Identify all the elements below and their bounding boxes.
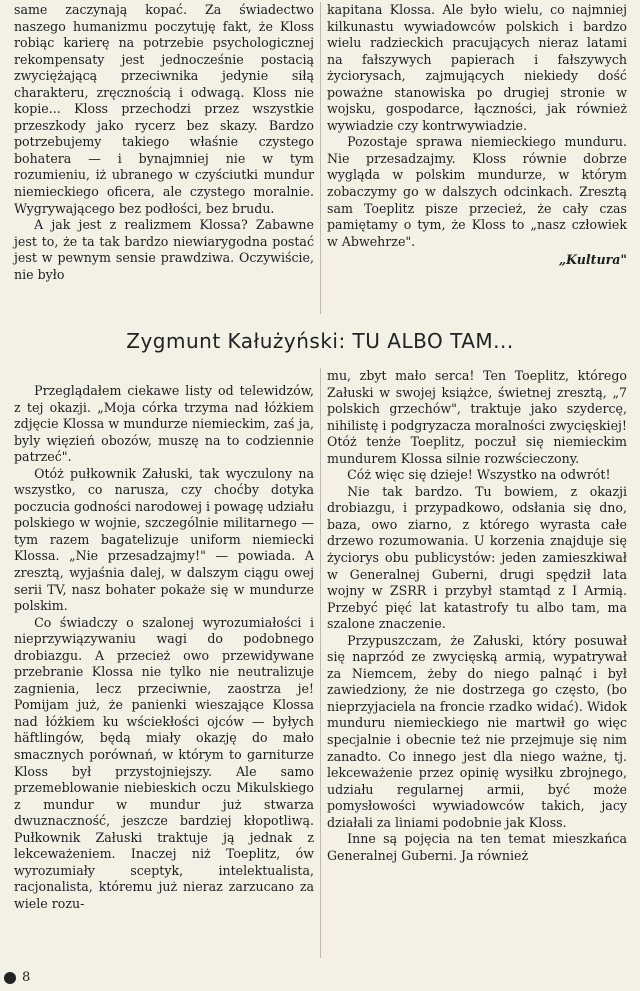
article-title: Zygmunt Kałużyński: TU ALBO TAM... [126, 329, 514, 353]
paragraph: Przeglądałem ciekawe listy od telewidzów, z tej okazji. „Moja córka trzyma nad łóżkiem zdjęcie Klossa w mundurze niemieckim, zaś ja, byly więzień obozów, muszę na to codziennie patrzeć". [14, 383, 314, 465]
paragraph: mu, zbyt mało serca! Ten Toeplitz, którego Załuski w swojej książce, świetnej zresztą, „7 polskich grzechów", traktuje jako szydercę, nihilistę i podgryzacza moralności zwycięskiej! Otóż tenże Toeplitz, poczuł się niemieckim mundurem Klossa silnie rozwścieczony. [327, 368, 627, 466]
bullet-icon [4, 972, 16, 984]
source-attribution: „Kultura" [558, 252, 627, 268]
column-divider [320, 368, 321, 958]
column-divider [320, 2, 321, 314]
paragraph: Otóż pułkownik Załuski, tak wyczulony na wszystko, co narusza, czy choćby dotyka poczucia godności narodowej i powagę udziału polskiego w wojnie, szczególnie militarnego — tym razem bagatelizuje uniform niemiecki Klossa. „Nie przesadzajmy!" — powiada. A zresztą, wyjaśnia dalej, w dalszym ciągu owej serii TV, nasz bohater pokaże się w mundurze polskim. [14, 465, 315, 614]
page-footer [4, 970, 30, 985]
paragraph: Co świadczy o szalonej wyrozumiałości i nieprzywiązywaniu wagi do podobnego drobiazgu. A przecież owo przewidywane przebranie Klossa nie tylko nie neutralizuje zagnienia, lecz przeciwnie, zaostrza je! Pomijam już, że panienki wieszające Klossa nad łóżkiem ku wściekłości ojców — byłych häftlingów, będą miały okazję do mało smacznych porównań, w którym to garniturze Kloss był przystojniejszy. Ale samo przemeblowanie niebieskich oczu Mikulskiego z mundur w mundur już stwarza dwuznaczność, jeszcze bardziej kłopotliwą. Pułkownik Załuski traktuje ją jednak z lekceważeniem. Inaczej niż Toeplitz, ów wyrozumiały sceptyk, intelektualista, racjonalista, któremu już nieraz zarzucano za wiele rozu- [14, 614, 314, 911]
paragraph: Inne są pojęcia na ten temat mieszkańca Generalnej Guberni. Ja również [327, 831, 627, 863]
article-left-column [14, 383, 314, 913]
paragraph: same zaczynają kopać. Za świadectwo naszego humanizmu poczytuję fakt, że Kloss robiąc karierę na potrzebie psychologicznej rekompensaty jest jednocześnie postacią zwyciężającą przeciwnika jedynie siłą charakteru, zręcznością i odwagą. Kloss nie kopie... Kloss przechodzi przez wszystkie przeszkody jako rycerz bez skazy. Bardzo potrzebujemy takiego właśnie czystego bohatera — i bynajmniej nie w tym rozumieniu, iż ubranego w czyściutki mundur niemieckiego oficera, ale czystego moralnie. Wygrywającego bez podłości, bez brudu. [14, 2, 314, 216]
paragraph: kapitana Klossa. Ale było wielu, co najmniej kilkunastu wywiadowców polskich i bardzo wielu radzieckich pracujących nieraz latami na fałszywych papierach i fałszywych życiorysach, zajmujących niekiedy dość poważne stanowiska po drugiej stronie w wojsku, gospodarce, łączności, jak również wywiadzie czy kontrwywiadzie. [327, 2, 627, 133]
paragraph: Pozostaje sprawa niemieckiego munduru. Nie przesadzajmy. Kloss równie dobrze wygląda w polskim mundurze, w którym zobaczymy go w dalszych odcinkach. Zresztą sam Toeplitz pisze przecież, że cały czas pamiętamy o tym, że Kloss to „nasz człowiek w Abwehrze". [327, 134, 627, 249]
article-right-column [327, 368, 627, 864]
page-number: 8 [22, 970, 31, 985]
top-left-column [14, 2, 314, 283]
paragraph: Przypuszczam, że Załuski, który posuwał się naprzód ze zwycięską armią, wypatrywał za Niemcem, żeby do niego palnąć i był zawiedziony, że nie dostrzega go często, (bo nieprzyjaciela na froncie rzadko widać). Widok munduru niemieckiego nie martwił go więc specjalnie i obecnie też nie przejmuje się nim zanadto. Co innego jest dla niego ważne, tj. lekceważenie przez opinię wysiłku zbrojnego, udziału regularnej armii, być może pomysłowości wywiadowców takich, jacy działali za liniami podobnie jak Kloss. [327, 632, 627, 830]
paragraph: Nie tak bardzo. Tu bowiem, z okazji drobiazgu, i przypadkowo, odsłania się dno, baza, owo ziarno, z którego wyrasta całe drzewo rozumowania. U korzenia znajduje się życiorys obu publicystów: jeden zamieszkiwał w Generalnej Guberni, drugi spędził lata wojny w ZSRR i przybył stamtąd z I Armią. Przebyć pięć lat katastrofy tu albo tam, ma szalone znaczenie. [327, 483, 627, 632]
paragraph: Cóż więc się dzieje! Wszystko na odwrót! [347, 467, 611, 483]
paragraph: A jak jest z realizmem Klossa? Zabawne jest to, że ta tak bardzo niewiarygodna postać jest w pewnym sensie prawdziwa. Oczywiście, nie było [14, 217, 314, 282]
top-right-column [327, 2, 627, 269]
